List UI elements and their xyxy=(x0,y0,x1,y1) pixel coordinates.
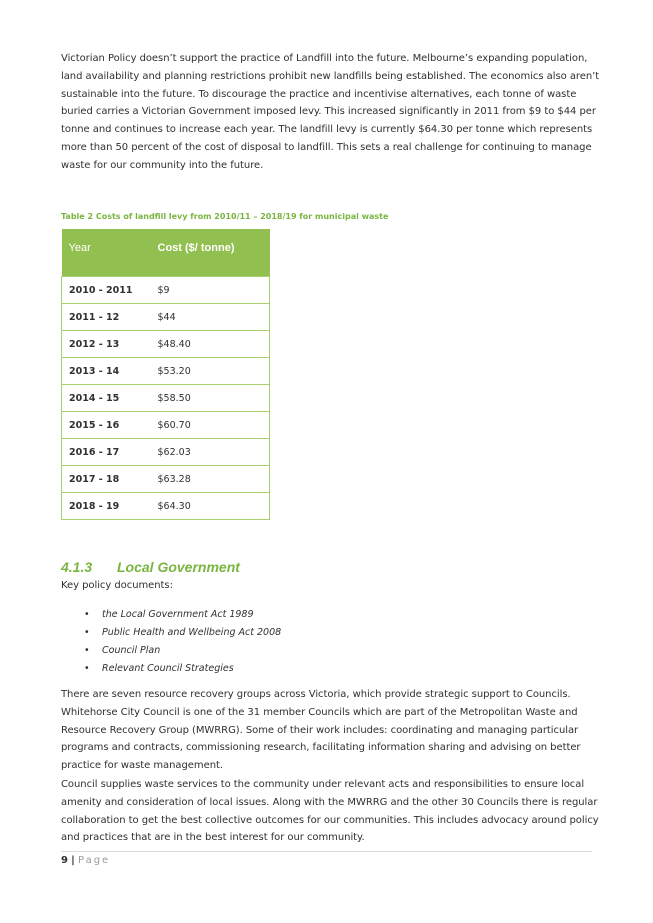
column-header-year: Year xyxy=(62,229,151,277)
bullet-icon: • xyxy=(84,627,90,638)
table-header-row xyxy=(62,229,270,277)
table-row xyxy=(62,439,270,466)
cost-cell: $53.20 xyxy=(151,358,270,385)
cost-cell: $58.50 xyxy=(151,385,270,412)
document-name: Public Health and Wellbeing Act 2008 xyxy=(102,627,282,638)
table-row xyxy=(62,493,270,520)
cost-cell: $44 xyxy=(151,304,270,331)
cost-cell: $64.30 xyxy=(151,493,270,520)
key-documents-intro: Key policy documents: xyxy=(61,580,173,591)
cost-cell: $62.03 xyxy=(151,439,270,466)
year-cell: 2016 - 17 xyxy=(62,439,151,466)
document-name: Relevant Council Strategies xyxy=(102,663,234,674)
table-row xyxy=(62,385,270,412)
intro-paragraph: Victorian Policy doesn’t support the practice of Landfill into the future. Melbourne’s expanding population, land availability and planning restrictions prohibit new landfills being established. The economics also aren’t sustainable into the future. To discourage the practice and incentivise alternatives, each tonne of waste buried carries a Victorian Government imposed levy. This increased significantly in 2011 from $9 to $44 per tonne and continues to increase each year. The landfill levy is currently $64.30 per tonne which represents more than 50 percent of the cost of disposal to landfill. This sets a real challenge for continuing to manage waste for our community into the future. xyxy=(61,53,600,171)
cost-cell: $60.70 xyxy=(151,412,270,439)
year-cell: 2012 - 13 xyxy=(62,331,151,358)
bullet-icon: • xyxy=(84,663,90,674)
section-number: 4.1.3 xyxy=(61,559,93,575)
list-item xyxy=(84,624,281,642)
document-name: the Local Government Act 1989 xyxy=(102,609,254,620)
list-item xyxy=(84,642,281,660)
footer-separator: | xyxy=(71,855,75,866)
year-cell: 2010 - 2011 xyxy=(62,277,151,304)
table-row xyxy=(62,277,270,304)
section-heading xyxy=(61,559,240,575)
page-number: 9 xyxy=(61,855,68,866)
table-row xyxy=(62,304,270,331)
year-cell: 2014 - 15 xyxy=(62,385,151,412)
document-name: Council Plan xyxy=(102,645,161,656)
page-footer xyxy=(61,855,110,866)
year-cell: 2017 - 18 xyxy=(62,466,151,493)
table-row xyxy=(62,331,270,358)
column-header-cost: Cost ($/ tonne) xyxy=(151,229,270,277)
resource-recovery-paragraph: There are seven resource recovery groups across Victoria, which provide strategic support to Councils. Whitehorse City Council is one of the 31 member Councils which are part of the Metropolitan Waste and Resource Recovery Group (MWRRG). Some of their work includes: coordinating and managing particular programs and contracts, commissioning research, facilitating information sharing and advising on better practice for waste management. xyxy=(61,689,581,772)
table-row xyxy=(62,466,270,493)
council-services-paragraph: Council supplies waste services to the community under relevant acts and responsibilities to ensure local amenity and consideration of local issues. Along with the MWRRG and the other 30 Councils there is regular collaboration to get the best collective outcomes for our communities. This includes advocacy around policy and practices that are in the best interest for our community. xyxy=(61,779,599,844)
policy-documents-list xyxy=(84,606,281,678)
list-item xyxy=(84,606,281,624)
table-row xyxy=(62,412,270,439)
year-cell: 2011 - 12 xyxy=(62,304,151,331)
cost-cell: $9 xyxy=(151,277,270,304)
section-title: Local Government xyxy=(117,559,240,575)
cost-cell: $63.28 xyxy=(151,466,270,493)
table-row xyxy=(62,358,270,385)
year-cell: 2013 - 14 xyxy=(62,358,151,385)
table-caption: Table 2 Costs of landfill levy from 2010/11 – 2018/19 for municipal waste xyxy=(61,212,389,221)
landfill-levy-table xyxy=(61,229,270,520)
list-item xyxy=(84,660,281,678)
cost-cell: $48.40 xyxy=(151,331,270,358)
bullet-icon: • xyxy=(84,645,90,656)
footer-divider xyxy=(61,851,592,852)
year-cell: 2015 - 16 xyxy=(62,412,151,439)
page-label: Page xyxy=(78,855,111,866)
bullet-icon: • xyxy=(84,609,90,620)
year-cell: 2018 - 19 xyxy=(62,493,151,520)
